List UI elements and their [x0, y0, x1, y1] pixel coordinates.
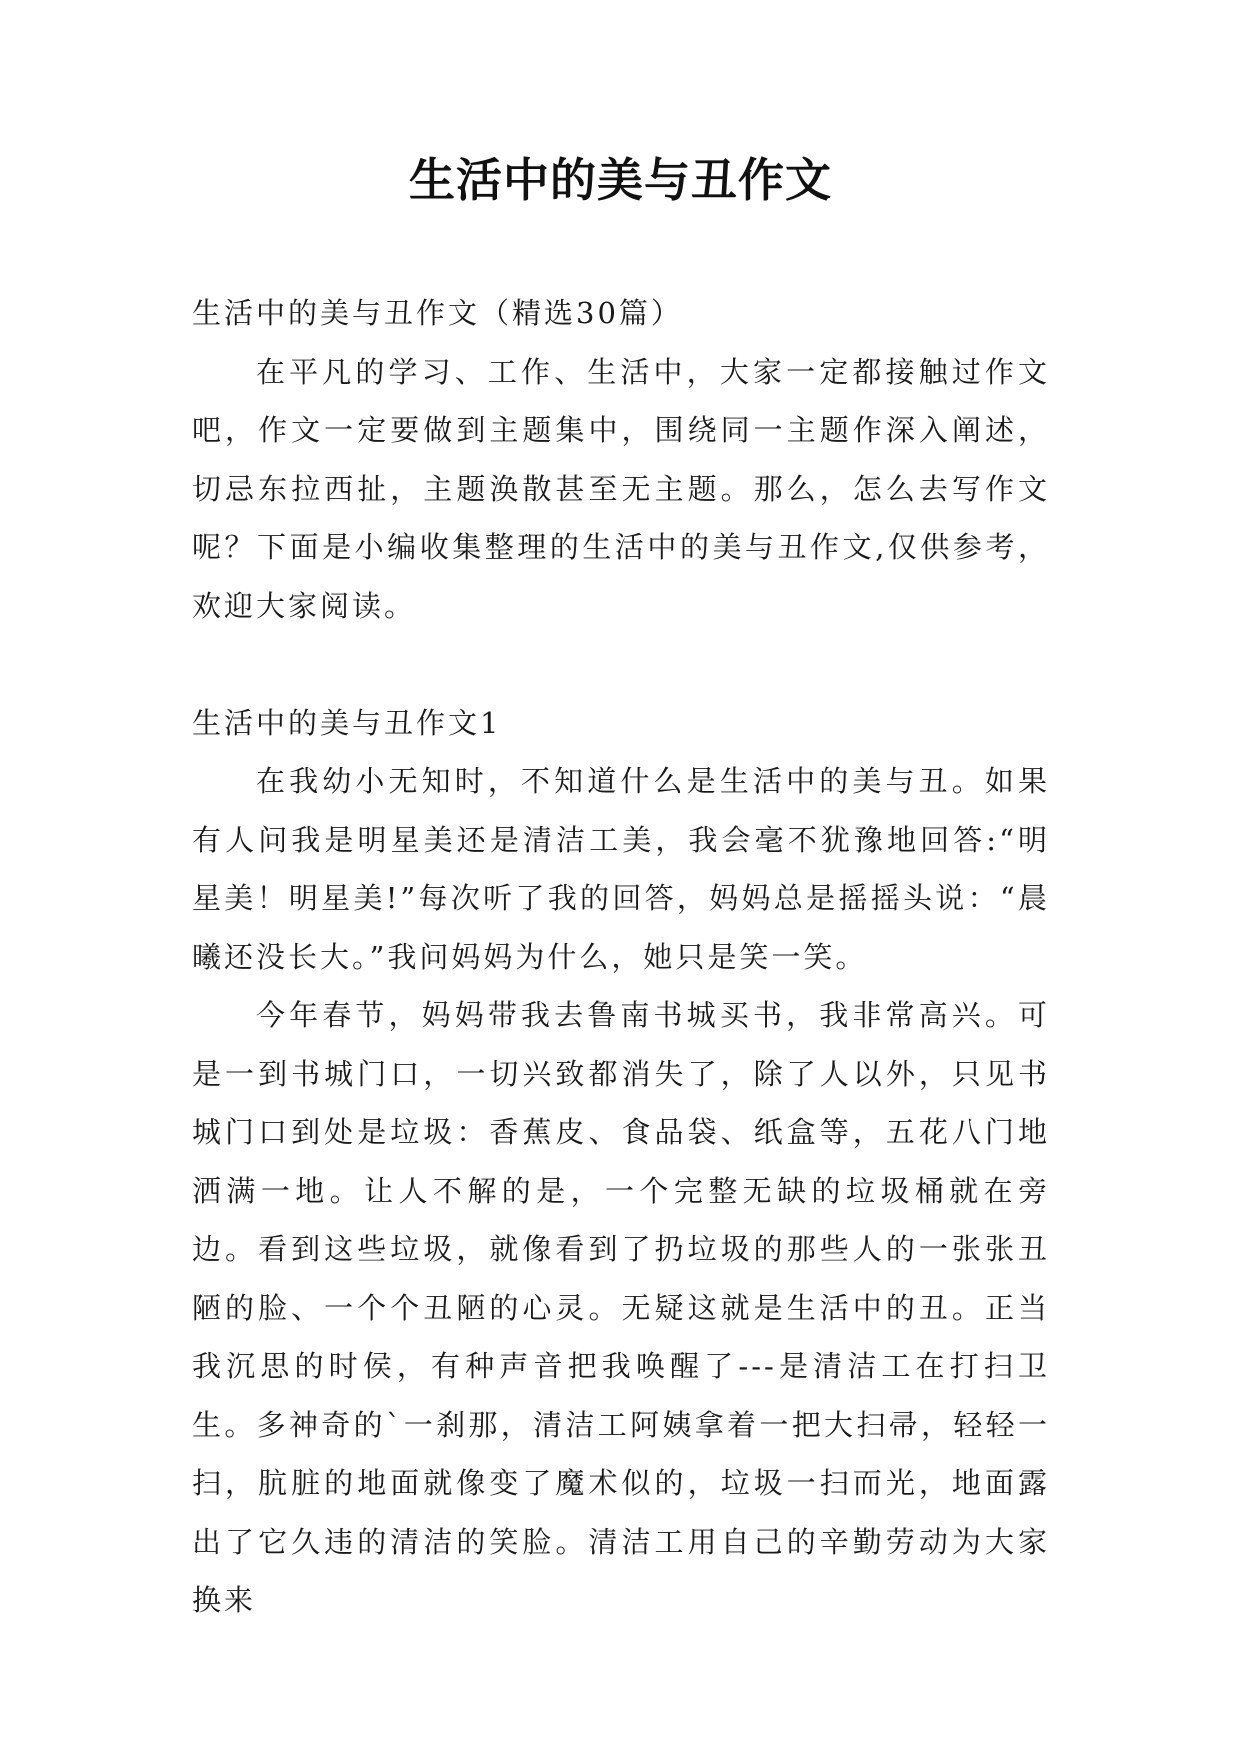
essay-1-heading: 生活中的美与丑作文1: [192, 705, 502, 740]
essay-1-paragraph-2: 今年春节，妈妈带我去鲁南书城买书，我非常高兴。可是一到书城门口，一切兴致都消失了，除了人以外，只见书城门口到处是垃圾：香蕉皮、食品袋、纸盒等，五花八门地洒满一地。让人不解的是，一个完整无缺的垃圾桶就在旁边。看到这些垃圾，就像看到了扔垃圾的那些人的一张张丑陋的脸、一个个丑陋的心灵。无疑这就是生活中的丑。正当我沉思的时侯，有种声音把我唤醒了---是清洁工在打扫卫生。多神奇的`一刹那，清洁工阿姨拿着一把大扫帚，轻轻一扫，肮脏的地面就像变了魔术似的，垃圾一扫而光，地面露出了它久违的清洁的笑脸。清洁工用自己的辛勤劳动为大家换来: [192, 998, 1050, 1617]
intro-paragraph: 在平凡的学习、工作、生活中，大家一定都接触过作文吧，作文一定要做到主题集中，围绕同一主题作深入阐述，切忌东拉西扯，主题涣散甚至无主题。那么，怎么去写作文呢？下面是小编收集整理的生活中的美与丑作文,仅供参考，欢迎大家阅读。: [192, 354, 1050, 623]
section-spacer: [192, 635, 1050, 694]
document-body: [192, 284, 1050, 1630]
essay-1-paragraph-1: 在我幼小无知时，不知道什么是生活中的美与丑。如果有人问我是明星美还是清洁工美，我会毫不犹豫地回答:“明星美！明星美!”每次听了我的回答，妈妈总是摇摇头说：“晨曦还没长大。”我问妈妈为什么，她只是笑一笑。: [192, 764, 1050, 974]
document-title: 生活中的美与丑作文: [409, 153, 832, 207]
intro-heading: 生活中的美与丑作文（精选30篇）: [192, 296, 683, 330]
